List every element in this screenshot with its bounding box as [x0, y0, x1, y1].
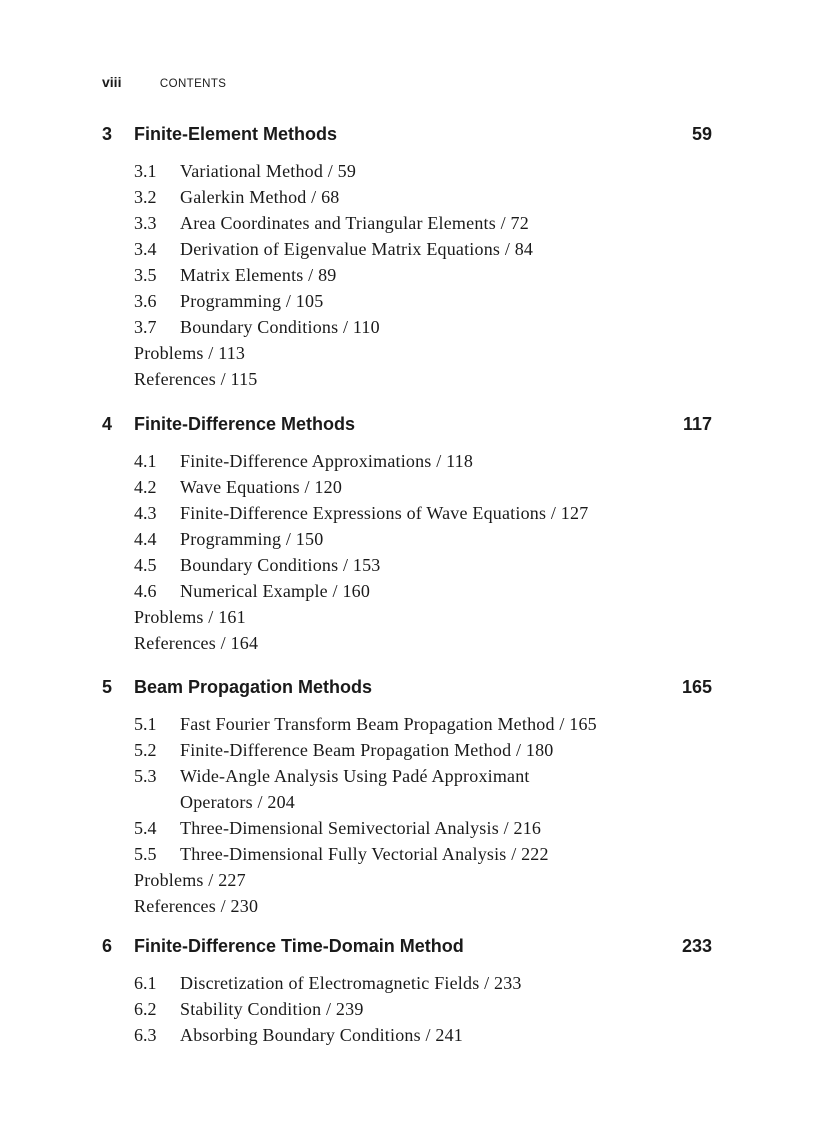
chapter-title: Finite-Element Methods	[134, 124, 338, 144]
chapter-4	[102, 414, 712, 656]
toc-entry	[102, 158, 712, 184]
chapter-number: 4	[102, 414, 113, 434]
section-title: Problems / 227	[134, 870, 246, 890]
section-title: Problems / 161	[134, 607, 246, 627]
section-title: Finite-Difference Beam Propagation Method / 180	[180, 740, 554, 760]
toc-entry	[102, 996, 712, 1022]
toc-entry	[102, 552, 712, 578]
toc-entry	[102, 288, 712, 314]
toc-entry	[102, 841, 712, 867]
toc-entry-problems	[102, 604, 712, 630]
section-number: 4.5	[134, 555, 157, 575]
page-number: viii	[102, 74, 122, 90]
toc-entry	[102, 578, 712, 604]
section-title: References / 230	[134, 896, 259, 916]
section-title: Problems / 113	[134, 343, 246, 363]
chapter-page: 165	[681, 677, 712, 697]
section-title: Area Coordinates and Triangular Elements / 72	[180, 213, 529, 233]
section-number: 5.3	[134, 766, 157, 786]
chapter-heading	[102, 677, 712, 703]
section-number: 3.2	[134, 187, 157, 207]
section-number: 4.2	[134, 477, 157, 497]
section-number: 4.6	[134, 581, 157, 601]
chapter-title: Finite-Difference Methods	[134, 414, 356, 434]
section-title: References / 164	[134, 633, 259, 653]
section-title: Discretization of Electromagnetic Fields / 233	[180, 973, 522, 993]
section-number: 3.6	[134, 291, 157, 311]
toc-entry	[102, 184, 712, 210]
section-number: 3.3	[134, 213, 157, 233]
chapter-5	[102, 677, 712, 919]
toc-entry	[102, 763, 712, 815]
toc-entry	[102, 711, 712, 737]
chapter-3	[102, 124, 712, 392]
toc-entry	[102, 500, 712, 526]
toc-entry	[102, 210, 712, 236]
running-title: CONTENTS	[159, 78, 227, 90]
toc-entry-references	[102, 893, 712, 919]
section-number: 4.4	[134, 529, 157, 549]
chapter-6	[102, 936, 712, 1048]
chapter-page: 59	[691, 124, 712, 144]
toc-entry	[102, 526, 712, 552]
section-number: 6.1	[134, 973, 157, 993]
chapter-number: 3	[102, 124, 113, 144]
section-title: Three-Dimensional Semivectorial Analysis / 216	[180, 818, 542, 838]
section-title: Derivation of Eigenvalue Matrix Equations / 84	[180, 239, 534, 259]
chapter-page: 117	[682, 414, 712, 434]
chapter-number: 5	[102, 677, 113, 697]
section-title: Boundary Conditions / 110	[180, 317, 380, 337]
section-number: 3.7	[134, 317, 157, 337]
toc-entry	[102, 474, 712, 500]
chapter-heading	[102, 936, 712, 962]
toc-entry-references	[102, 630, 712, 656]
section-number: 4.1	[134, 451, 157, 471]
section-number: 4.3	[134, 503, 157, 523]
toc-entry	[102, 737, 712, 763]
section-title: Stability Condition / 239	[180, 999, 364, 1019]
toc-entry	[102, 262, 712, 288]
toc-entry-references	[102, 366, 712, 392]
section-title: Absorbing Boundary Conditions / 241	[180, 1025, 464, 1045]
toc-entry	[102, 236, 712, 262]
section-title: Wave Equations / 120	[180, 477, 343, 497]
page-header	[102, 74, 226, 92]
section-number: 5.4	[134, 818, 157, 838]
section-number: 5.2	[134, 740, 157, 760]
toc-entry	[102, 970, 712, 996]
section-title: Matrix Elements / 89	[180, 265, 337, 285]
toc-entry	[102, 1022, 712, 1048]
section-title: Fast Fourier Transform Beam Propagation Method / 165	[180, 714, 597, 734]
section-number: 3.4	[134, 239, 157, 259]
section-title: Numerical Example / 160	[180, 581, 371, 601]
section-number: 6.3	[134, 1025, 157, 1045]
section-title: Galerkin Method / 68	[180, 187, 340, 207]
section-title: Finite-Difference Expressions of Wave Equations / 127	[180, 503, 589, 523]
section-number: 6.2	[134, 999, 157, 1019]
chapter-heading	[102, 414, 712, 440]
section-number: 5.5	[134, 844, 157, 864]
toc-entry	[102, 815, 712, 841]
toc-entry	[102, 314, 712, 340]
section-title: Programming / 105	[180, 291, 324, 311]
section-number: 5.1	[134, 714, 157, 734]
toc-entry-problems	[102, 340, 712, 366]
section-title: Boundary Conditions / 153	[180, 555, 381, 575]
section-number: 3.1	[134, 161, 157, 181]
chapter-title: Beam Propagation Methods	[134, 677, 373, 697]
section-number: 3.5	[134, 265, 157, 285]
chapter-title: Finite-Difference Time-Domain Method	[134, 936, 464, 956]
chapter-page: 233	[681, 936, 712, 956]
section-title: Wide-Angle Analysis Using Padé Approximant Operators / 204	[180, 766, 530, 812]
toc-entry	[102, 448, 712, 474]
section-title: Three-Dimensional Fully Vectorial Analysis / 222	[180, 844, 549, 864]
section-title: Variational Method / 59	[180, 161, 357, 181]
section-title: Finite-Difference Approximations / 118	[180, 451, 474, 471]
section-title: Programming / 150	[180, 529, 324, 549]
section-title: References / 115	[134, 369, 258, 389]
toc-entry-problems	[102, 867, 712, 893]
chapter-heading	[102, 124, 712, 150]
chapter-number: 6	[102, 936, 113, 956]
